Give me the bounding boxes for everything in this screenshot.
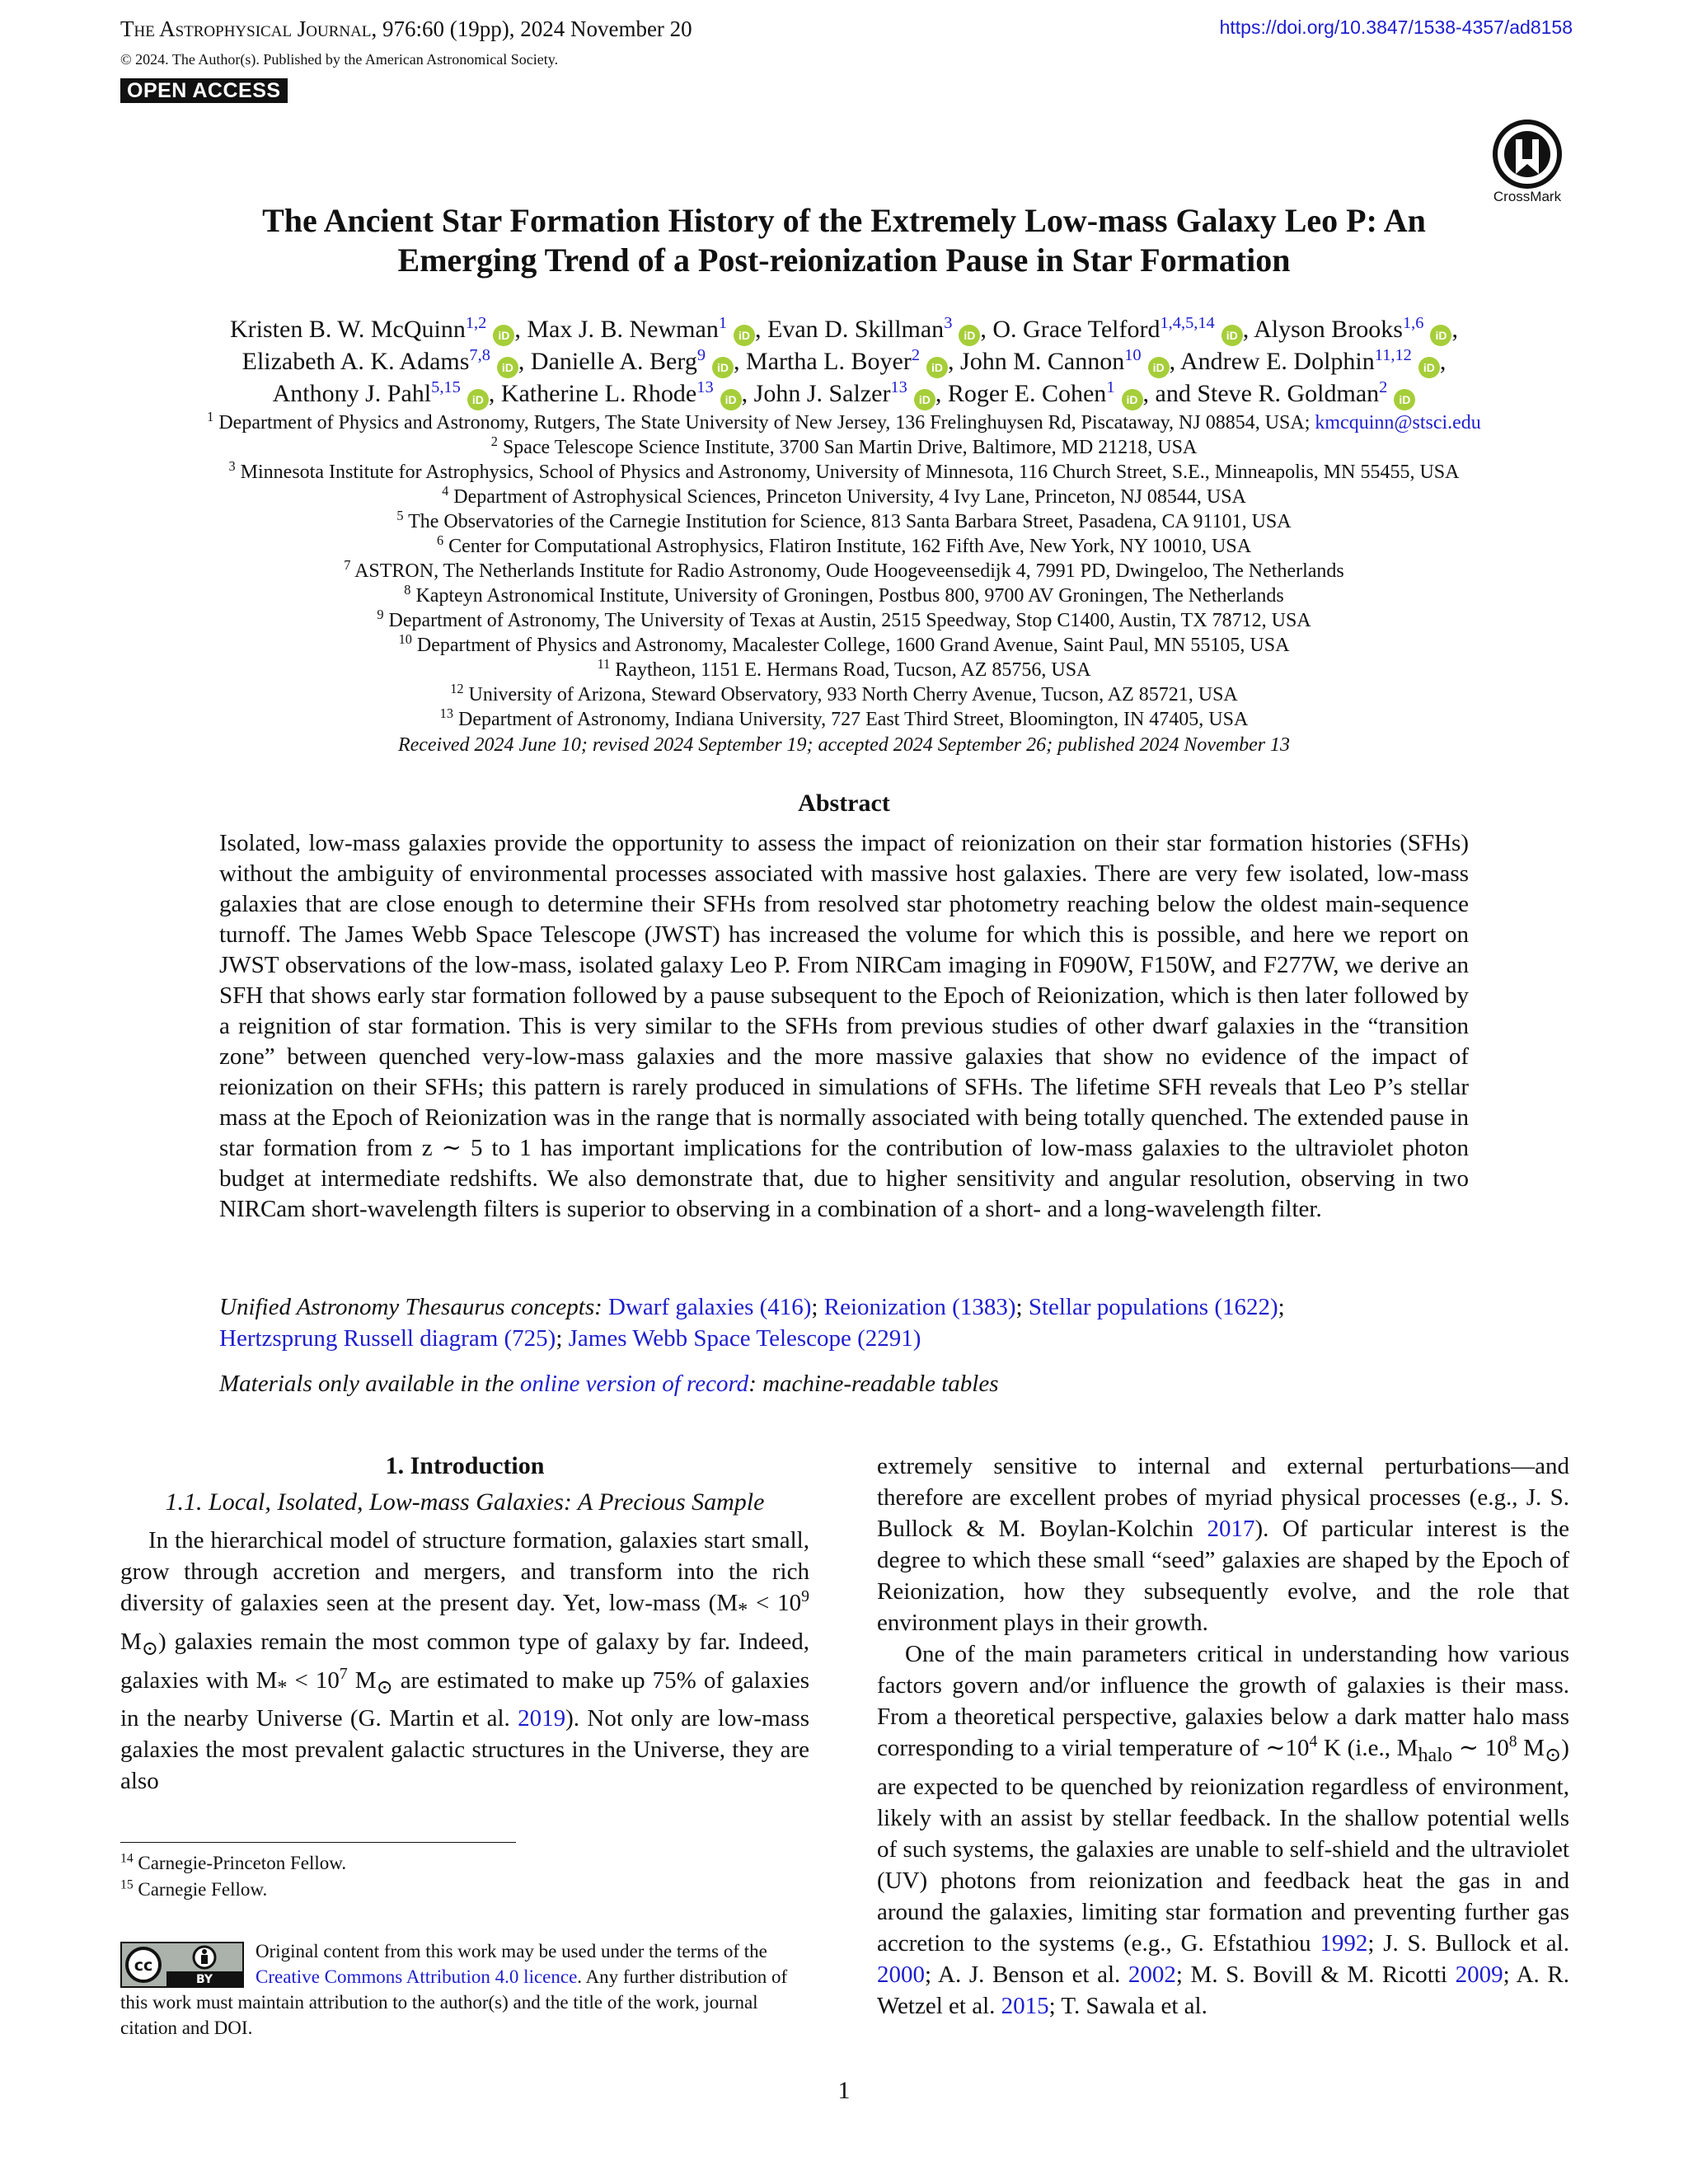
- author-affiliation-marker[interactable]: 2: [1379, 377, 1388, 396]
- section-heading: 1. Introduction: [385, 1452, 545, 1479]
- affiliation-text: Minnesota Institute for Astrophysics, School of Physics and Astronomy, University of Minnesota, 116 Church Street, S.E., Minneapolis, MN 55455, USA: [240, 462, 1460, 483]
- author-name: O. Grace Telford: [992, 316, 1160, 343]
- footnote-number: 14: [120, 1851, 134, 1866]
- cc-license-link[interactable]: Creative Commons Attribution 4.0 licence: [256, 1966, 578, 1987]
- text-run: ; A. R. Wetzel et al.: [877, 1961, 1569, 2019]
- author: John M. Cannon$^{10}$iD ,: [960, 348, 1180, 375]
- citation-link[interactable]: 2015: [1001, 1992, 1049, 2019]
- affiliation-text: Department of Physics and Astronomy, Macalester College, 1600 Grand Avenue, Saint Paul, MN 55105, USA: [416, 635, 1290, 656]
- orcid-icon[interactable]: iD: [493, 325, 514, 346]
- right-column: [877, 1451, 1569, 2022]
- footnote-divider: [120, 1842, 516, 1843]
- uat-links: Dwarf galaxies (416); Reionization (1383); Stellar populations (1622); Hertzsprung Russell diagram (725); James Webb Space Telescope (2291): [219, 1294, 1285, 1352]
- affiliation-text: Department of Astronomy, The University of Texas at Austin, 2515 Speedway, Stop C1400, Austin, TX 78712, USA: [388, 610, 1311, 631]
- affiliation: [120, 460, 1568, 485]
- orcid-icon[interactable]: iD: [1148, 357, 1170, 378]
- title-line-1: The Ancient Star Formation History of the Extremely Low-mass Galaxy Leo P: An: [262, 202, 1426, 239]
- citation-link[interactable]: 2009: [1455, 1961, 1503, 1988]
- uat-concepts: [219, 1291, 1469, 1354]
- affiliation-number: 5: [396, 508, 404, 524]
- affiliation-number: 7: [344, 557, 351, 574]
- affiliation-number: 12: [450, 681, 464, 697]
- crossmark-button[interactable]: [1486, 120, 1568, 205]
- affiliation: [120, 410, 1568, 435]
- affiliation-number: 10: [398, 631, 412, 648]
- author: Elizabeth A. K. Adams$^{7,8}$iD ,: [242, 348, 531, 375]
- affiliation: [120, 534, 1568, 559]
- affiliation-number: 13: [439, 705, 453, 722]
- text-run: extremely sensitive to internal and external perturbations—and therefore are excellent probes of myriad physical processes (e.g., J. S. Bullock & M. Boylan-Kolchin: [877, 1453, 1569, 1542]
- license-text-2: . Any further distribution of this work must maintain attribution to the author(s) and the title of the work, journal citation and DOI.: [120, 1966, 788, 2038]
- text-run: ∼ 10: [1452, 1735, 1509, 1761]
- author: O. Grace Telford$^{1,4,5,14}$iD ,: [992, 316, 1254, 343]
- exponent: 9: [801, 1587, 809, 1606]
- text-run: < 10: [287, 1666, 340, 1694]
- materials-suffix: : machine-readable tables: [748, 1371, 999, 1397]
- author-name: Anthony J. Pahl: [272, 380, 432, 407]
- footnotes: [120, 1850, 346, 1903]
- exponent: 4: [1309, 1732, 1318, 1751]
- affiliation: [120, 658, 1568, 682]
- author: Roger E. Cohen$^1$iD ,: [948, 380, 1156, 407]
- author-name: Martha L. Boyer: [746, 348, 912, 375]
- affiliation-number: 6: [436, 532, 444, 549]
- author: Alyson Brooks$^{1,6}$iD ,: [1254, 316, 1458, 343]
- footnote: [120, 1850, 346, 1877]
- author-affiliation-marker[interactable]: 3: [944, 313, 953, 332]
- author-affiliation-marker[interactable]: 1: [718, 313, 728, 332]
- cc-icon: [122, 1943, 242, 1986]
- footnote: [120, 1877, 346, 1903]
- subscript: halo: [1418, 1743, 1453, 1766]
- affiliation-text: The Observatories of the Carnegie Institution for Science, 813 Santa Barbara Street, Pasadena, CA 91101, USA: [408, 511, 1292, 532]
- affiliation-number: 2: [490, 434, 498, 450]
- citation-link[interactable]: 1992: [1320, 1929, 1368, 1957]
- affiliation-text: Kapteyn Astronomical Institute, University of Groningen, Postbus 800, 9700 AV Groningen, The Netherlands: [415, 585, 1284, 607]
- text-run: ). Not only are low-mass galaxies the most prevalent galactic structures in the Universe, they are also: [120, 1705, 809, 1795]
- author: Katherine L. Rhode$^{13}$iD ,: [501, 380, 754, 407]
- affiliation: [120, 485, 1568, 509]
- orcid-icon[interactable]: iD: [734, 325, 755, 346]
- orcid-icon[interactable]: iD: [1418, 357, 1440, 378]
- author-name: Kristen B. W. McQuinn: [230, 316, 466, 343]
- affiliation-number: 11: [597, 656, 611, 673]
- cc-by-badge[interactable]: [120, 1942, 244, 1988]
- author: Evan D. Skillman$^3$iD ,: [767, 316, 992, 343]
- author-affiliation-marker[interactable]: 1,4,5,14: [1160, 313, 1215, 332]
- subscript: ⊙: [141, 1637, 159, 1660]
- crossmark-label: CrossMark: [1493, 189, 1562, 204]
- orcid-icon[interactable]: iD: [926, 357, 948, 378]
- affiliation-number: 4: [442, 483, 449, 499]
- text-run: are estimated to make up 75% of galaxies in the nearby Universe (G. Martin et al.: [120, 1666, 809, 1732]
- text-run: ; M. S. Bovill & M. Ricotti: [1175, 1961, 1456, 1988]
- author-affiliation-marker[interactable]: 1: [1106, 377, 1115, 396]
- affiliation: [120, 682, 1568, 707]
- publication-dates: Received 2024 June 10; revised 2024 September 19; accepted 2024 September 26; published 2024 November 13: [397, 734, 1291, 756]
- exponent: 7: [339, 1664, 348, 1683]
- citation-link[interactable]: 2000: [877, 1961, 925, 1988]
- affiliation-number: 3: [228, 458, 236, 475]
- abstract-heading: Abstract: [798, 790, 890, 817]
- svg-text:BY: BY: [195, 1973, 213, 1986]
- orcid-icon[interactable]: iD: [497, 357, 518, 378]
- orcid-icon[interactable]: iD: [720, 389, 742, 410]
- text-run: M: [120, 1628, 142, 1655]
- author: Anthony J. Pahl$^{5,15}$iD ,: [273, 380, 501, 407]
- author-affiliation-marker[interactable]: 7,8: [469, 345, 490, 364]
- text-run: M: [347, 1666, 377, 1694]
- author-affiliation-marker[interactable]: 2: [911, 345, 921, 364]
- materials-prefix: Materials only available in the: [219, 1371, 520, 1397]
- citation-link[interactable]: 2017: [1207, 1516, 1255, 1542]
- affiliation-number: 1: [207, 409, 214, 425]
- page-number: 1: [837, 2077, 851, 2104]
- affiliation: [120, 559, 1568, 583]
- affiliation: [120, 435, 1568, 460]
- author: Danielle A. Berg$^9$iD ,: [531, 348, 746, 375]
- uat-label: Unified Astronomy Thesaurus concepts:: [219, 1294, 603, 1320]
- mass-paragraph: [877, 1638, 1569, 2022]
- text-run: ) are expected to be quenched by reionization regardless of environment, likely with an assist by stellar feedback. In the shallow potential wells of such systems, the galaxies are unable to self-shield and the ultraviolet (UV) photons from reionization and feedback heat the gas in and around the galaxies, limiting star formation and preventing further gas accretion to the systems (e.g., G. Efstathiou: [877, 1735, 1569, 1957]
- affiliation-text: Department of Astronomy, Indiana University, 727 East Third Street, Bloomington, IN 47405, USA: [457, 709, 1249, 730]
- affiliation-text: Department of Astrophysical Sciences, Princeton University, 4 Ivy Lane, Princeton, NJ 08544, USA: [453, 486, 1246, 508]
- uat-concept-link[interactable]: Hertzsprung Russell diagram (725): [219, 1325, 556, 1352]
- doi-link[interactable]: https://doi.org/10.3847/1538-4357/ad8158: [1219, 16, 1573, 38]
- orcid-icon[interactable]: iD: [914, 389, 935, 410]
- affiliation-text: University of Arizona, Steward Observatory, 933 North Cherry Avenue, Tucson, AZ 85721, USA: [468, 684, 1238, 705]
- subscript: ⊙: [376, 1675, 393, 1699]
- text-run: ; T. Sawala et al.: [1048, 1992, 1207, 2019]
- email-link[interactable]: kmcquinn@stsci.edu: [1315, 412, 1481, 434]
- paper-title: [120, 201, 1568, 280]
- author-affiliation-marker[interactable]: 1,2: [465, 313, 487, 332]
- journal-citation: [120, 16, 692, 42]
- affiliation-text: Center for Computational Astrophysics, Flatiron Institute, 162 Fifth Ave, New York, NY 10010, USA: [448, 536, 1252, 557]
- text-run: < 10: [748, 1590, 802, 1616]
- text-run: K (i.e., M: [1317, 1735, 1418, 1761]
- orcid-icon[interactable]: iD: [1394, 389, 1415, 410]
- affiliation-text: Space Telescope Science Institute, 3700 San Martin Drive, Baltimore, MD 21218, USA: [502, 437, 1198, 458]
- abstract-text: Isolated, low-mass galaxies provide the opportunity to assess the impact of reionization on their star formation histories (SFHs) without the ambiguity of environmental processes associated with massive host galaxies. There are very few isolated, low-mass galaxies that are close enough to determine their SFHs from resolved star photometry reaching below the oldest main-sequence turnoff. The James Webb Space Telescope (JWST) has increased the volume for which this is possible, and here we report on JWST observations of the low-mass, isolated galaxy Leo P. From NIRCam imaging in F090W, F150W, and F277W, we derive an SFH that shows early star formation followed by a pause subsequent to the Epoch of Reionization, which is then later followed by a reignition of star formation. This is very similar to the SFHs from previous studies of other dwarf galaxies in the “transition zone” between quenched very-low-mass galaxies and the more massive galaxies that show no evidence of the impact of reionization on their SFHs; this pattern is rarely produced in simulations of SFHs. The lifetime SFH reveals that Leo P’s stellar mass at the Epoch of Reionization was in the range that is normally associated with being totally quenched. The extended pause in star formation from z ∼ 5 to 1 has important implications for the contribution of low-mass galaxies to the ultraviolet photon budget at intermediate redshifts. We also demonstrate that, due to higher sensitivity and angular resolution, observing in two NIRCam short-wavelength filters is superior to observing in a combination of a short- and a long-wavelength filter.: [219, 830, 1469, 1222]
- author-affiliation-marker[interactable]: 1,6: [1402, 313, 1424, 332]
- text-run: ) galaxies remain the most common type of galaxy by far. Indeed, galaxies with M: [120, 1628, 809, 1694]
- author-affiliation-marker[interactable]: 11,12: [1374, 345, 1412, 364]
- intro-paragraph-continued: [877, 1451, 1569, 1638]
- svg-text:cc: cc: [134, 1957, 153, 1975]
- author-name: Max J. B. Newman: [527, 316, 719, 343]
- author-name: Andrew E. Dolphin: [1179, 348, 1375, 375]
- author-conjunction: and: [1155, 380, 1191, 407]
- author-affiliation-marker[interactable]: 13: [890, 377, 907, 396]
- author: Max J. B. Newman$^1$iD ,: [527, 316, 767, 343]
- affiliation: [120, 509, 1568, 534]
- journal-volume: , 976:60 (19pp), 2024 November 20: [371, 16, 692, 41]
- affiliation-list: [120, 410, 1568, 732]
- open-access-badge: OPEN ACCESS: [120, 78, 288, 103]
- author: Andrew E. Dolphin$^{11,12}$iD ,: [1180, 348, 1446, 375]
- subscript: ⊙: [1545, 1743, 1562, 1766]
- text-run: One of the main parameters critical in understanding how various factors govern and/or influence the growth of galaxies is their mass. From a theoretical perspective, galaxies below a dark matter halo mass corresponding to a virial temperature of ∼10: [877, 1641, 1569, 1761]
- subscript: *: [277, 1675, 288, 1699]
- author: [1155, 377, 1416, 407]
- author-affiliation-marker[interactable]: 13: [696, 377, 714, 396]
- orcid-icon[interactable]: iD: [1221, 325, 1243, 346]
- author: John J. Salzer$^{13}$iD ,: [754, 380, 948, 407]
- text-run: In the hierarchical model of structure formation, galaxies start small, grow through accretion and mergers, and transform into the rich diversity of galaxies seen at the present day. Yet, low-mass (M: [120, 1527, 809, 1616]
- affiliation-text: Raytheon, 1151 E. Hermans Road, Tucson, AZ 85756, USA: [615, 659, 1091, 681]
- crossmark-icon: [1493, 120, 1562, 189]
- uat-concept-link[interactable]: Stellar populations (1622): [1028, 1294, 1278, 1320]
- author-affiliation-marker[interactable]: 5,15: [431, 377, 461, 396]
- author-name: Danielle A. Berg: [530, 348, 697, 375]
- footnote-text: Carnegie Fellow.: [138, 1879, 268, 1900]
- author: Kristen B. W. McQuinn$^{1,2}$iD ,: [230, 316, 527, 343]
- author-name: Evan D. Skillman: [767, 316, 945, 343]
- footnote-number: 15: [120, 1877, 134, 1892]
- text-run: ; A. J. Benson et al.: [925, 1961, 1128, 1988]
- subsection-heading: 1.1. Local, Isolated, Low-mass Galaxies: A Precious Sample: [165, 1488, 765, 1516]
- orcid-icon[interactable]: iD: [959, 325, 980, 346]
- author-name: John M. Cannon: [960, 348, 1125, 375]
- intro-paragraph: [120, 1525, 809, 1797]
- author-name: Steve R. Goldman: [1197, 380, 1380, 407]
- affiliation-number: 8: [404, 582, 411, 598]
- author-name: Elizabeth A. K. Adams: [241, 348, 470, 375]
- journal-name: The Astrophysical Journal: [120, 16, 372, 41]
- affiliation: [120, 608, 1568, 633]
- citation-link[interactable]: 2019: [518, 1705, 566, 1732]
- author-list: [120, 314, 1568, 410]
- orcid-icon[interactable]: iD: [1122, 389, 1143, 410]
- license-text-1: Original content from this work may be used under the terms of the: [256, 1941, 767, 1961]
- text-run: M: [1517, 1735, 1545, 1761]
- citation-link[interactable]: 2002: [1128, 1961, 1176, 1988]
- affiliation: [120, 707, 1568, 732]
- copyright-notice: © 2024. The Author(s). Published by the American Astronomical Society.: [120, 51, 559, 68]
- uat-concept-link[interactable]: James Webb Space Telescope (2291): [568, 1325, 921, 1352]
- affiliation-text: ASTRON, The Netherlands Institute for Radio Astronomy, Oude Hoogeveensedijk 4, 7991 PD, Dwingeloo, The Netherlands: [354, 560, 1344, 582]
- author: Martha L. Boyer$^2$iD ,: [746, 348, 960, 375]
- author-name: John J. Salzer: [753, 380, 891, 407]
- text-run: ; J. S. Bullock et al.: [1367, 1929, 1569, 1957]
- author-name: Roger E. Cohen: [947, 380, 1107, 407]
- left-column: [120, 1451, 809, 1797]
- author-affiliation-marker[interactable]: 10: [1124, 345, 1142, 364]
- text-run: ). Of particular interest is the degree to which these small “seed” galaxies are shaped by the Epoch of Reionization, how they subsequently evolve, and the role that environment plays in their growth.: [877, 1516, 1569, 1636]
- license-notice: [120, 1938, 809, 2041]
- affiliation: [120, 583, 1568, 608]
- orcid-icon[interactable]: iD: [467, 389, 489, 410]
- materials-note: [219, 1371, 1469, 1398]
- affiliation-number: 9: [377, 607, 384, 623]
- author-affiliation-marker[interactable]: 9: [696, 345, 706, 364]
- author-name: Alyson Brooks: [1254, 316, 1403, 343]
- affiliation: [120, 633, 1568, 658]
- exponent: 8: [1508, 1732, 1517, 1751]
- title-line-2: Emerging Trend of a Post-reionization Pause in Star Formation: [397, 241, 1291, 279]
- uat-concept-link[interactable]: Reionization (1383): [823, 1294, 1016, 1320]
- author-name: Katherine L. Rhode: [500, 380, 697, 407]
- uat-concept-link[interactable]: Dwarf galaxies (416): [608, 1294, 812, 1320]
- orcid-icon[interactable]: iD: [1430, 325, 1451, 346]
- subscript: *: [738, 1598, 748, 1621]
- orcid-icon[interactable]: iD: [712, 357, 734, 378]
- footnote-text: Carnegie-Princeton Fellow.: [138, 1853, 347, 1873]
- online-version-link[interactable]: online version of record: [519, 1371, 749, 1397]
- affiliation-text: Department of Physics and Astronomy, Rutgers, The State University of New Jersey, 136 Frelinghuysen Rd, Piscataway, NJ 08854, USA;: [218, 412, 1315, 434]
